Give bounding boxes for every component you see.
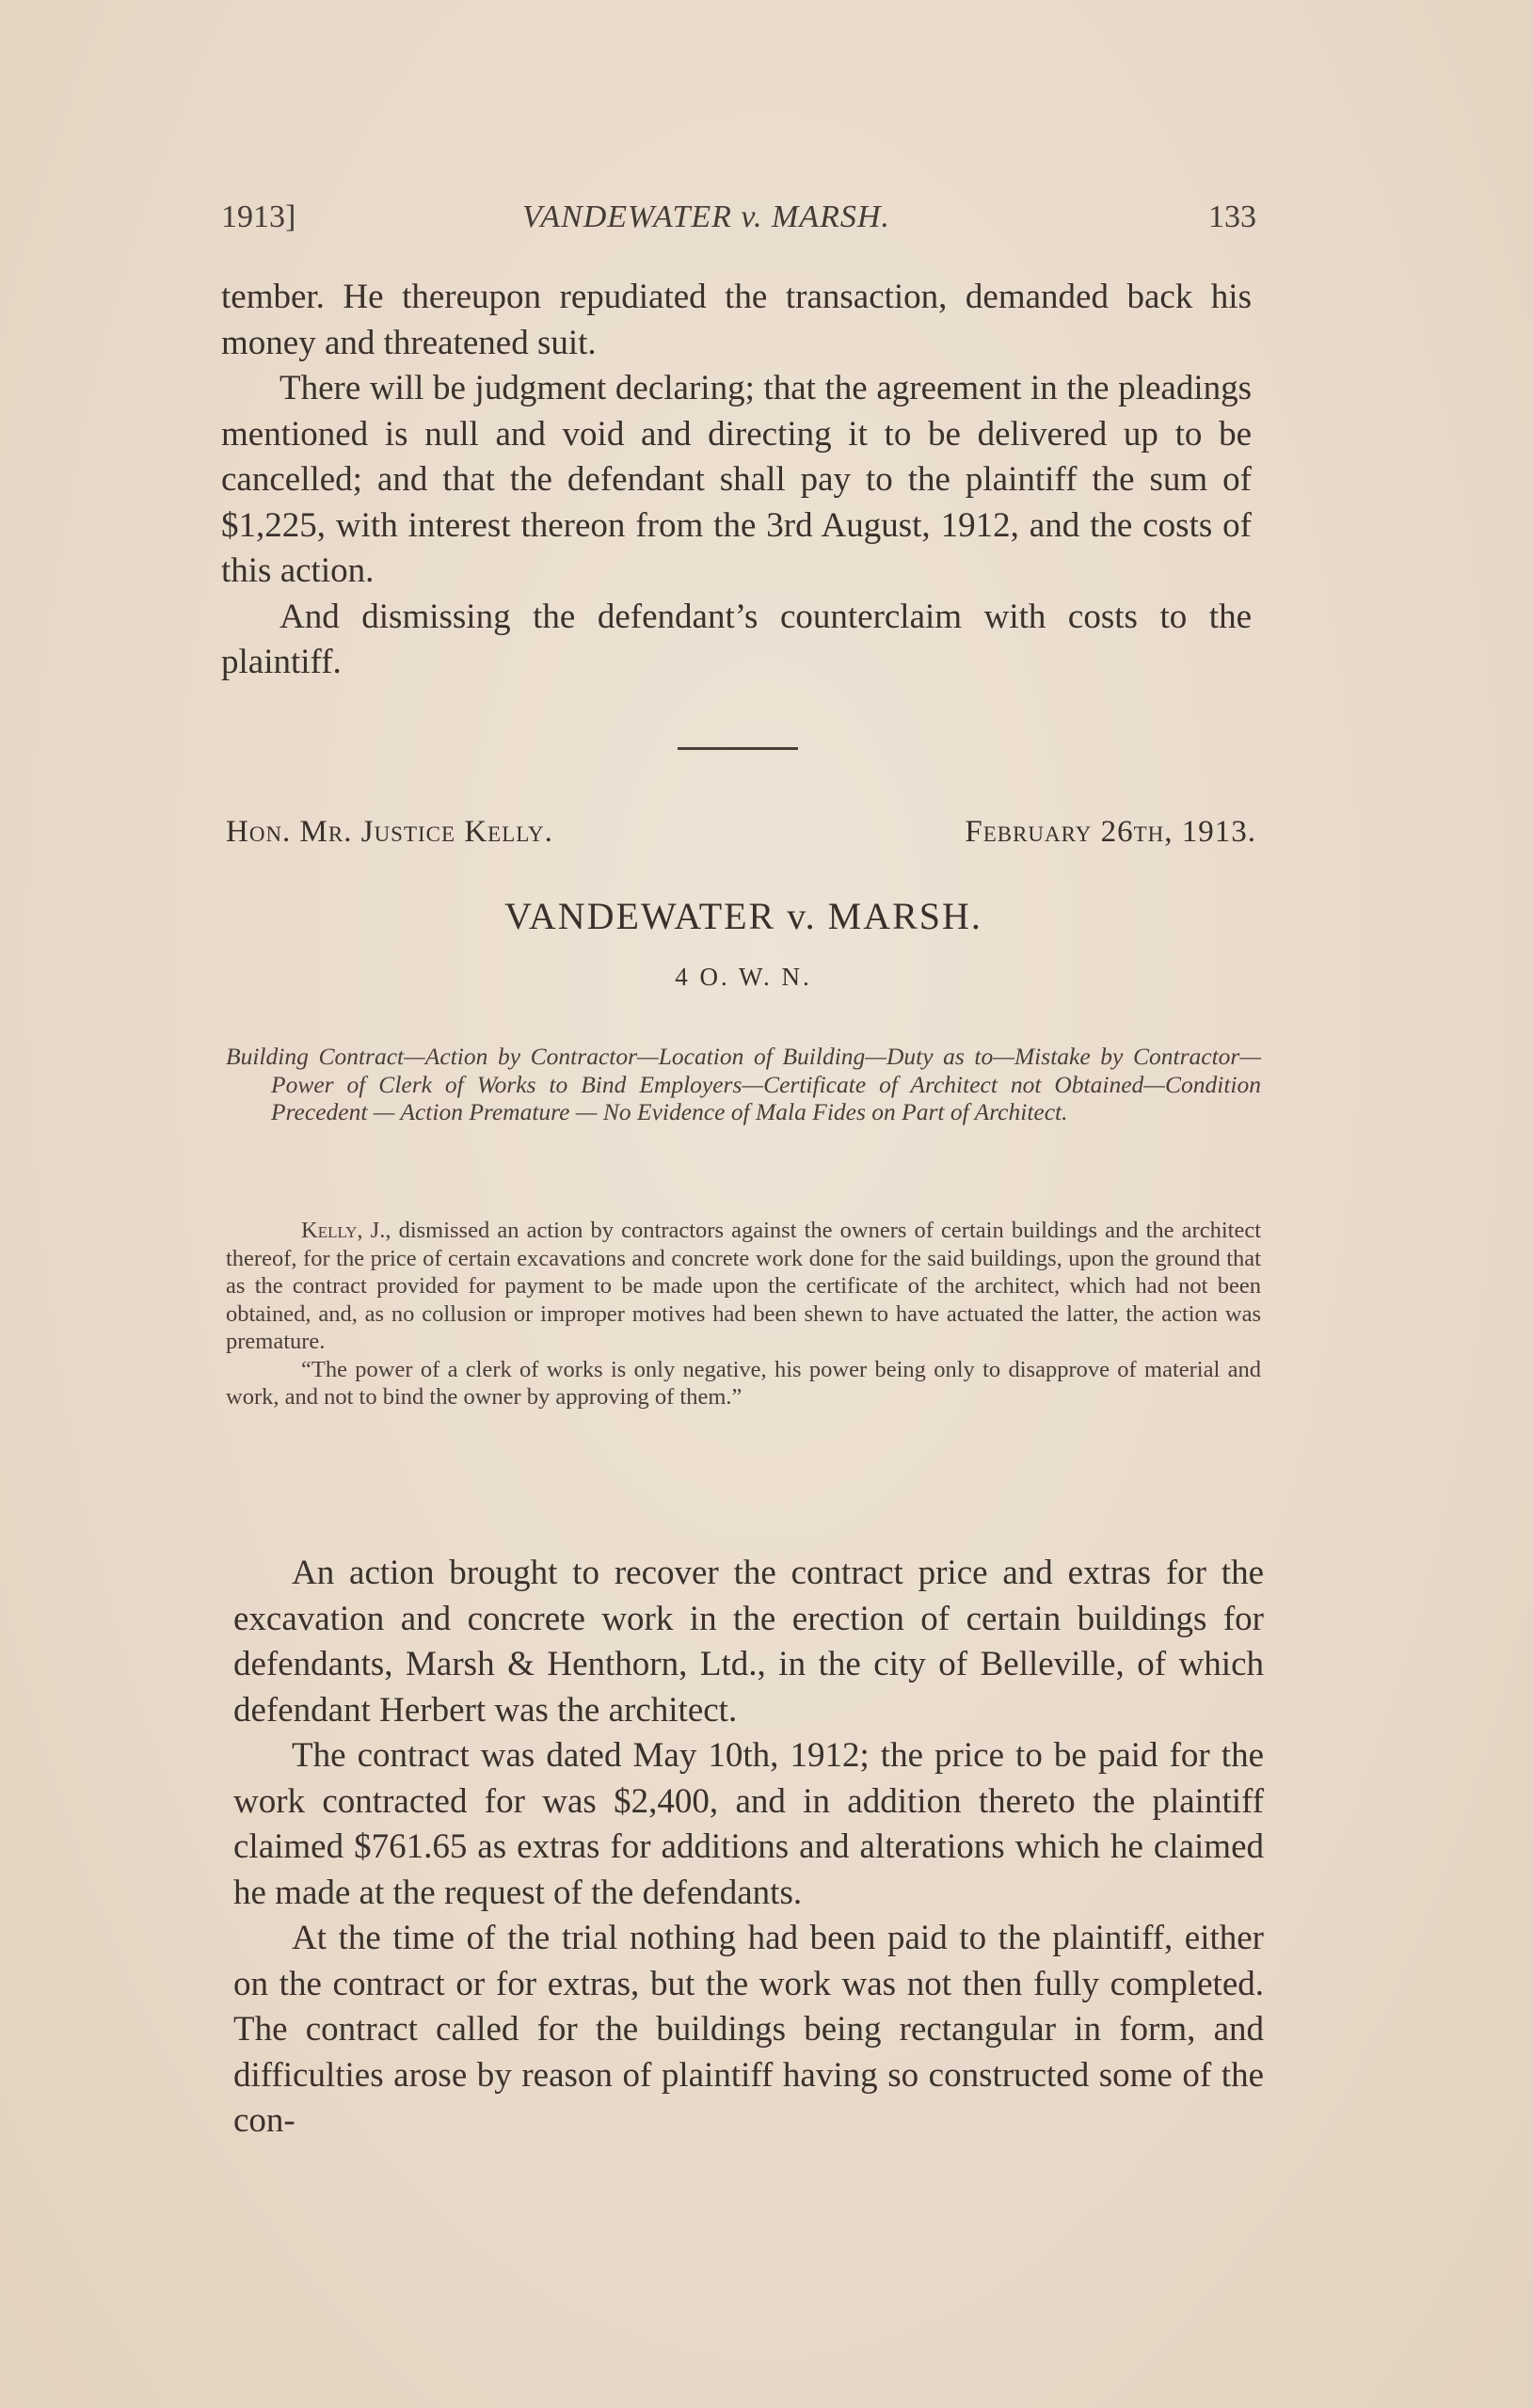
top-text-block — [221, 275, 1252, 686]
citation: 4 O. W. N. — [675, 963, 812, 991]
summary-quote: “The power of a clerk of works is only negative, his power being only to disapprove of material and work, and not to bind the owner by approving of them.” — [226, 1356, 1261, 1410]
paragraph: And dismissing the defendant’s counterclaim with costs to the plaintiff. — [221, 597, 1252, 681]
paragraph: At the time of the trial nothing had been paid to the plaintiff, either on the contract or for extras, but the work was not then fully completed. The contract called for the buildings being rectangular in form, and difficulties arose by reason of plaintiff having so constructed some of the con- — [233, 1919, 1264, 2140]
paragraph: tember. He thereupon repudiated the transaction, demanded back his money and threatened suit. — [221, 278, 1252, 362]
case-summary — [226, 1217, 1261, 1411]
header-year: 1913] — [221, 199, 296, 234]
judge-name: Hon. Mr. Justice Kelly. — [226, 815, 553, 849]
summary-paragraph — [226, 1217, 1261, 1356]
paragraph: An action brought to recover the contract price and extras for the excavation and concrete work in the erection of certain buildings for defendants, Marsh & Henthorn, Ltd., in the city of Belleville, of which defendant Herbert was the architect. — [233, 1554, 1264, 1730]
main-text-block — [233, 1551, 1264, 2145]
decision-date: February 26th, 1913. — [965, 815, 1256, 849]
judge-date-line — [226, 815, 1256, 856]
paragraph: The contract was dated May 10th, 1912; the price to be paid for the work contracted for was $2,400, and in addition thereto the plaintiff claimed $761.65 as extras for additions and alterations which he claimed he made at the request of the defendants. — [233, 1736, 1264, 1912]
section-divider — [678, 747, 798, 750]
headnote: Building Contract—Action by Contractor—Location of Building—Duty as to—Mistake by Contractor—Power of Clerk of Works to Bind Employers—Certificate of Architect not Obtained—Condition Precedent — Action Premature — No Evidence of Mala Fides on Part of Architect. — [226, 1043, 1261, 1125]
running-title: VANDEWATER v. MARSH. — [522, 199, 890, 234]
page-number: 133 — [1208, 199, 1256, 234]
case-title: VANDEWATER v. MARSH. — [504, 895, 982, 937]
running-header — [221, 199, 1256, 245]
summary-judge: Kelly, J., — [301, 1218, 391, 1243]
paragraph: There will be judgment declaring; that the agreement in the pleadings mentioned is null and void and directing it to be delivered up to be cancelled; and that the defendant shall pay to the plaintiff the sum of $1,225, with interest thereon from the 3rd August, 1912, and the costs of this action. — [221, 369, 1252, 590]
summary-text: dismissed an action by contractors against the owners of certain buildings and the architect thereof, for the price of certain excavations and concrete work done for the said buildings, upon the ground that as the contract provided for payment to be made upon the certificate of the architect, which had not been obtained, and, as no collusion or improper motives had been shewn to have actuated the latter, the action was premature. — [226, 1218, 1261, 1354]
